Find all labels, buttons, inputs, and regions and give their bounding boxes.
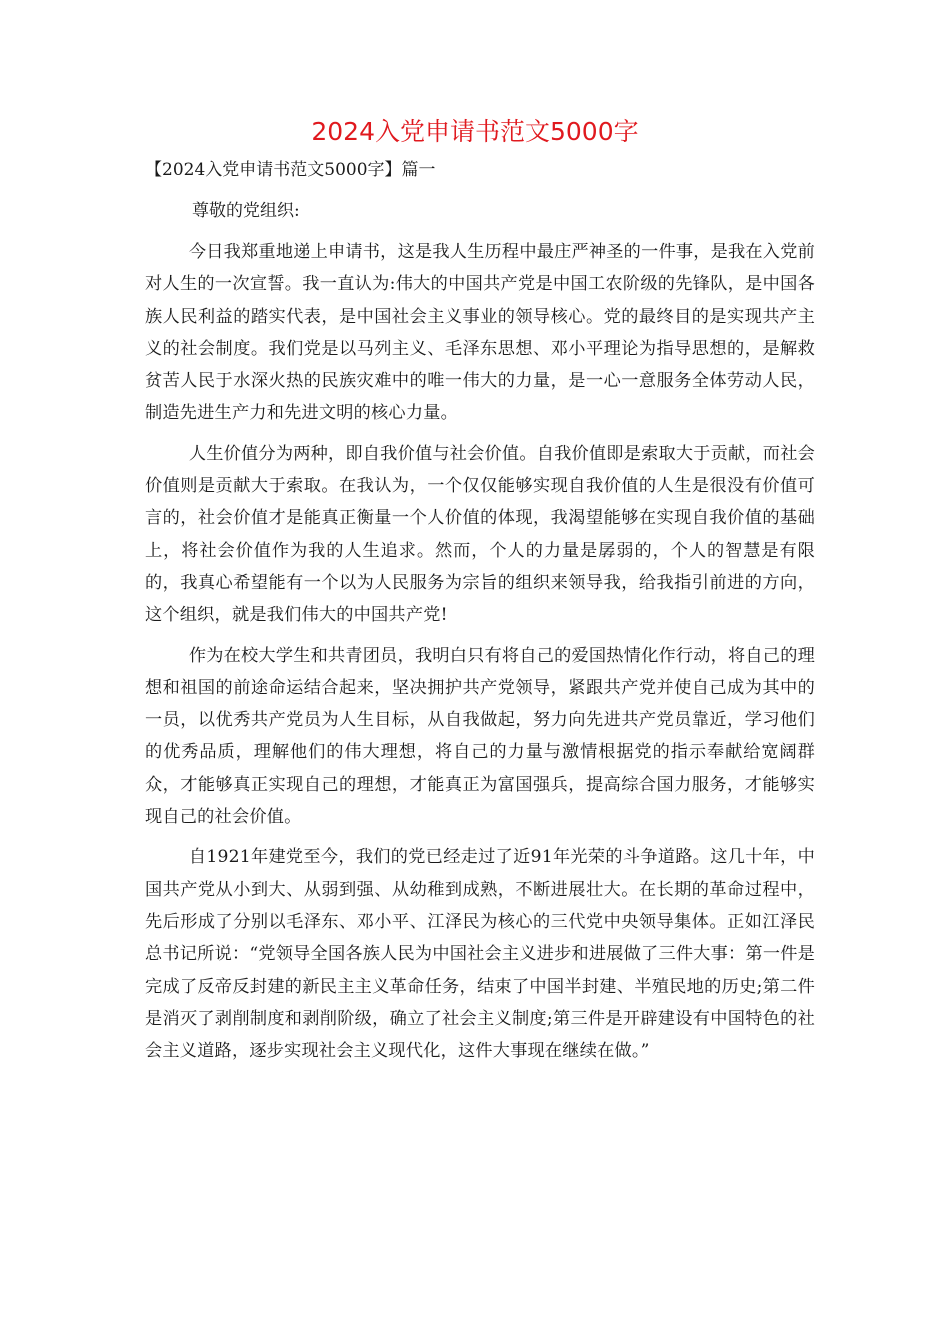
document-title: 2024入党申请书范文5000字	[311, 117, 639, 146]
paragraph-2: 人生价值分为两种，即自我价值与社会价值。自我价值即是索取大于贡献，而社会价值则是贡献大于索取。在我认为，一个仅仅能够实现自我价值的人生是很没有价值可言的，社会价值才是能真正衡量一个人价值的体现，我渴望能够在实现自我价值的基础上，将社会价值作为我的人生追求。然而，个人的力量是孱弱的，个人的智慧是有限的，我真心希望能有一个以为人民服务为宗旨的组织来领导我，给我指引前进的方向，这个组织，就是我们伟大的中国共产党!	[145, 443, 815, 626]
document-body	[145, 236, 815, 1075]
paragraph-3: 作为在校大学生和共青团员，我明白只有将自己的爱国热情化作行动，将自己的理想和祖国的前途命运结合起来，坚决拥护共产党领导，紧跟共产党并使自己成为其中的一员，以优秀共产党员为人生目标，从自我做起，努力向先进共产党员靠近，学习他们的优秀品质，理解他们的伟大理想，将自己的力量与激情根据党的指示奉献给宽阔群众，才能够真正实现自己的理想，才能真正为富国强兵，提高综合国力服务，才能够实现自己的社会价值。	[145, 645, 815, 828]
document-subtitle: 【2024入党申请书范文5000字】篇一	[145, 160, 436, 180]
salutation: 尊敬的党组织:	[192, 201, 300, 221]
paragraph-1: 今日我郑重地递上申请书，这是我人生历程中最庄严神圣的一件事，是我在入党前对人生的一次宣誓。我一直认为:伟大的中国共产党是中国工农阶级的先锋队，是中国各族人民利益的踏实代表，是中国社会主义事业的领导核心。党的最终目的是实现共产主义的社会制度。我们党是以马列主义、毛泽东思想、邓小平理论为指导思想的，是解救贫苦人民于水深火热的民族灾难中的唯一伟大的力量，是一心一意服务全体劳动人民，制造先进生产力和先进文明的核心力量。	[145, 242, 815, 424]
paragraph-4: 自1921年建党至今，我们的党已经走过了近91年光荣的斗争道路。这几十年，中国共产党从小到大、从弱到强、从幼稚到成熟，不断进展壮大。在长期的革命过程中，先后形成了分别以毛泽东、邓小平、江泽民为核心的三代党中央领导集体。正如江泽民总书记所说：“党领导全国各族人民为中国社会主义进步和进展做了三件大事：第一件是完成了反帝反封建的新民主主义革命任务，结束了中国半封建、半殖民地的历史;第二件是消灭了剥削制度和剥削阶级，确立了社会主义制度;第三件是开辟建设有中国特色的社会主义道路，逐步实现社会主义现代化，这件大事现在继续在做。”	[145, 847, 815, 1062]
